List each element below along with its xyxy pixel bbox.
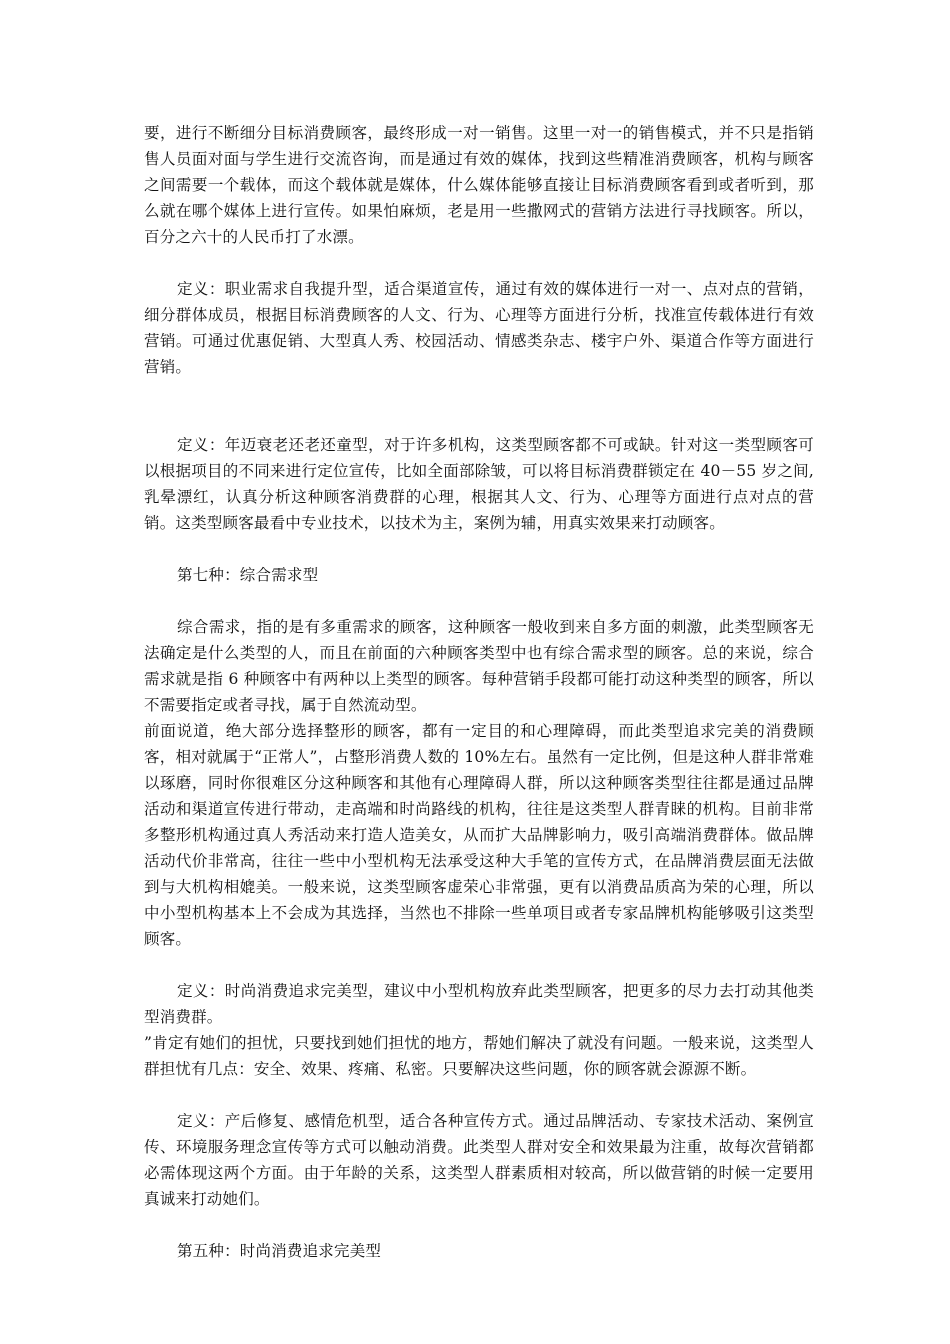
paragraph-definition-fashion: 定义：时尚消费追求完美型，建议中小型机构放弃此类型顾客，把更多的尽力去打动其他类型消费群。 <box>144 982 814 1026</box>
paragraph-perfection-seekers: 前面说道，绝大部分选择整形的顾客，都有一定目的和心理障碍，而此类型追求完美的消费顾客，相对就属于“正常人”，占整形消费人数的 10%左右。虽然有一定比例，但是这种人群非常难以琢磨，同时你很难区分这种顾客和其他有心理障碍人群，所以这种顾客类型往往都是通过品牌活动和渠道宣传进行带动，走高端和时尚路线的机构，往往是这类型人群青睐的机构。目前非常多整形机构通过真人秀活动来打造人造美女，从而扩大品牌影响力，吸引高端消费群体。做品牌活动代价非常高，往往一些中小型机构无法承受这种大手笔的宣传方式，在品牌消费层面无法做到与大机构相媲美。一般来说，这类型顾客虚荣心非常强，更有以消费品质高为荣的心理，所以中小型机构基本上不会成为其选择，当然也不排除一些单项目或者专家品牌机构能够吸引这类型顾客。 <box>144 722 814 948</box>
document-body <box>144 120 814 1264</box>
paragraph-definition-aging: 定义：年迈衰老还老还童型，对于许多机构，这类型顾客都不可或缺。针对这一类型顾客可以根据项目的不同来进行定位宣传，比如全面部除皱，可以将目标消费群锁定在 40－55 岁之间,乳晕漂红，认真分析这种顾客消费群的心理，根据其人文、行为、心理等方面进行点对点的营销。这类型顾客最看中专业技术，以技术为主，案例为辅，用真实效果来打动顾客。 <box>144 436 814 532</box>
paragraph-comprehensive-demand: 综合需求，指的是有多重需求的顾客，这种顾客一般收到来自多方面的刺激，此类型顾客无法确定是什么类型的人，而且在前面的六种顾客类型中也有综合需求型的顾客。总的来说，综合需求就是指 6 种顾客中有两种以上类型的顾客。每种营销手段都可能打动这种类型的顾客，所以不需要指定或者寻找，属于自然流动型。 <box>144 618 814 714</box>
paragraph-definition-career: 定义：职业需求自我提升型，适合渠道宣传，通过有效的媒体进行一对一、点对点的营销，细分群体成员，根据目标消费顾客的人文、行为、心理等方面进行分析，找准宣传载体进行有效营销。可通过优惠促销、大型真人秀、校园活动、情感类杂志、楼宇户外、渠道合作等方面进行营销。 <box>144 280 814 376</box>
heading-type-seven: 第七种：综合需求型 <box>177 566 319 584</box>
paragraph-concerns: ”肯定有她们的担忧，只要找到她们担忧的地方，帮她们解决了就没有问题。一般来说，这类型人群担忧有几点：安全、效果、疼痛、私密。只要解决这些问题，你的顾客就会源源不断。 <box>144 1034 814 1078</box>
paragraph-continuation: 要，进行不断细分目标消费顾客，最终形成一对一销售。这里一对一的销售模式，并不只是指销售人员面对面与学生进行交流咨询，而是通过有效的媒体，找到这些精准消费顾客，机构与顾客之间需要一个载体，而这个载体就是媒体，什么媒体能够直接让目标消费顾客看到或者听到，那么就在哪个媒体上进行宣传。如果怕麻烦，老是用一些撒网式的营销方法进行寻找顾客。所以，百分之六十的人民币打了水漂。 <box>144 124 814 246</box>
paragraph-definition-postpartum: 定义：产后修复、感情危机型，适合各种宣传方式。通过品牌活动、专家技术活动、案例宣传、环境服务理念宣传等方式可以触动消费。此类型人群对安全和效果最为注重，故每次营销都必需体现这两个方面。由于年龄的关系，这类型人群素质相对较高，所以做营销的时候一定要用真诚来打动她们。 <box>144 1112 814 1208</box>
heading-type-five: 第五种：时尚消费追求完美型 <box>177 1242 382 1260</box>
